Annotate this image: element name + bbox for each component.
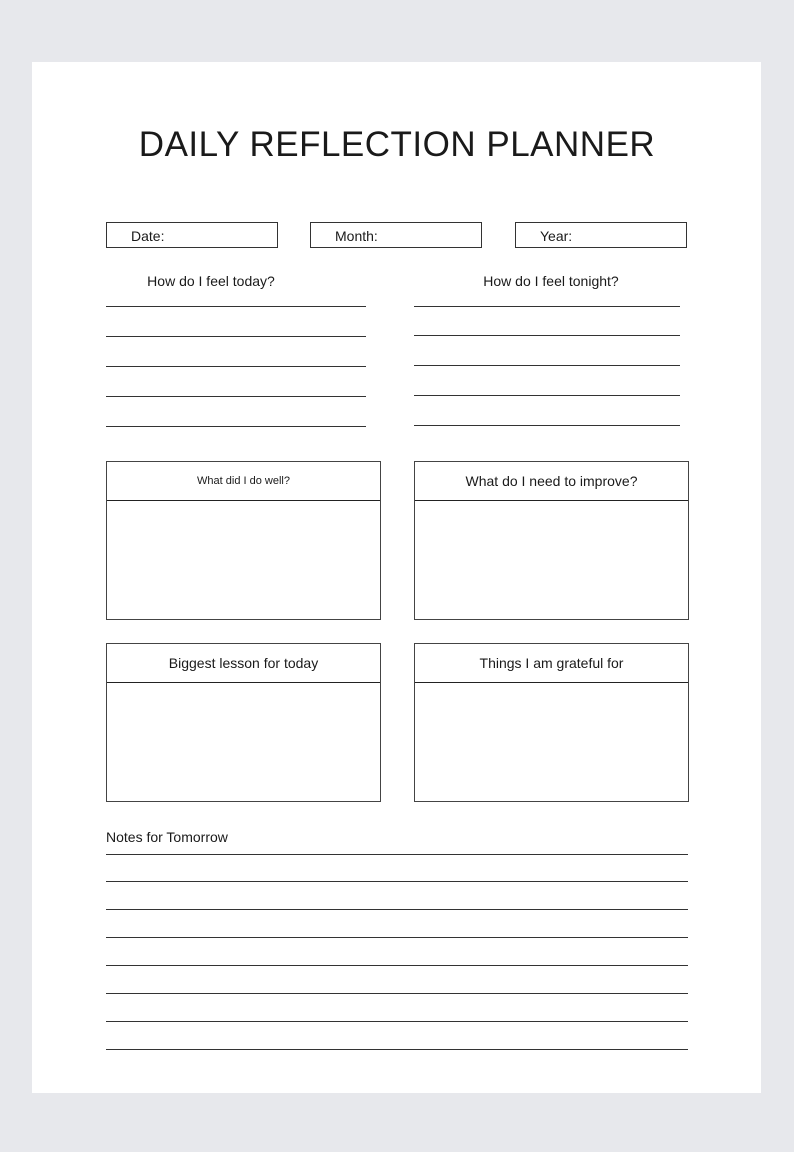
notes-label: Notes for Tomorrow <box>106 829 228 845</box>
feel-today-line[interactable] <box>106 366 366 367</box>
notes-line[interactable] <box>106 854 688 855</box>
month-label: Month: <box>335 228 378 244</box>
did-well-heading: What did I do well? <box>107 462 380 501</box>
feel-today-line[interactable] <box>106 396 366 397</box>
feel-today-label: How do I feel today? <box>147 273 275 289</box>
feel-today-line[interactable] <box>106 336 366 337</box>
did-well-box[interactable] <box>106 461 381 620</box>
notes-line[interactable] <box>106 937 688 938</box>
feel-tonight-line[interactable] <box>414 395 680 396</box>
improve-box[interactable] <box>414 461 689 620</box>
lesson-box[interactable] <box>106 643 381 802</box>
feel-today-line[interactable] <box>106 306 366 307</box>
year-field[interactable] <box>515 222 687 248</box>
notes-line[interactable] <box>106 993 688 994</box>
date-label: Date: <box>131 228 165 244</box>
grateful-heading: Things I am grateful for <box>415 644 688 683</box>
month-field[interactable] <box>310 222 482 248</box>
date-field[interactable] <box>106 222 278 248</box>
feel-tonight-line[interactable] <box>414 335 680 336</box>
notes-line[interactable] <box>106 881 688 882</box>
year-label: Year: <box>540 228 573 244</box>
page-title: DAILY REFLECTION PLANNER <box>138 125 656 164</box>
notes-line[interactable] <box>106 965 688 966</box>
lesson-heading: Biggest lesson for today <box>107 644 380 683</box>
notes-line[interactable] <box>106 1049 688 1050</box>
grateful-box[interactable] <box>414 643 689 802</box>
feel-tonight-line[interactable] <box>414 365 680 366</box>
notes-line[interactable] <box>106 1021 688 1022</box>
notes-line[interactable] <box>106 909 688 910</box>
feel-tonight-line[interactable] <box>414 425 680 426</box>
feel-tonight-line[interactable] <box>414 306 680 307</box>
feel-tonight-label: How do I feel tonight? <box>483 273 619 289</box>
improve-heading: What do I need to improve? <box>415 462 688 501</box>
feel-today-line[interactable] <box>106 426 366 427</box>
